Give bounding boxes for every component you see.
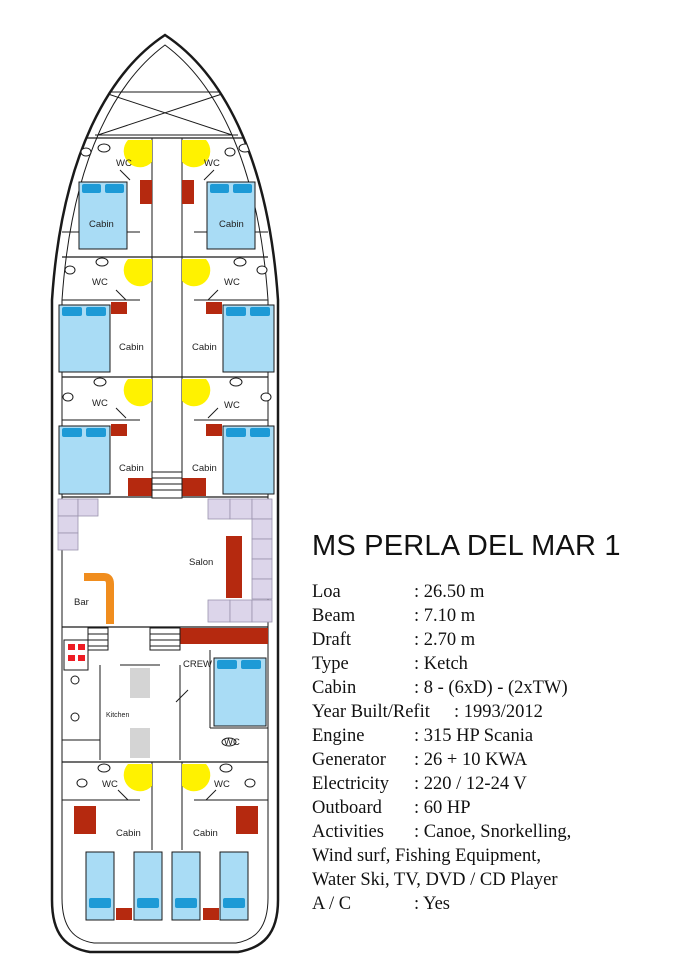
spec-value: : 2.70 m [414,630,476,650]
wc-label: WC [102,779,118,790]
spec-value: : Canoe, Snorkelling, [414,822,572,842]
cabin-label: Cabin [116,828,141,839]
wc-label: WC [224,737,240,748]
spec-key: Activities [312,822,384,842]
single-bed [134,852,162,920]
wc-label: WC [224,400,240,411]
wc-label: WC [92,398,108,409]
deck-plan [0,0,310,960]
spec-key: Year Built/Refit [312,702,430,722]
cabin-label: Cabin [89,219,114,230]
spec-key: Generator [312,750,386,770]
wc-label: WC [116,158,132,169]
cabin-label: Cabin [192,463,217,474]
wc-label: WC [224,277,240,288]
spec-value: : 315 HP Scania [414,726,534,746]
single-bed [172,852,200,920]
salon-label: Salon [189,557,214,568]
kitchen-label: Kitchen [106,712,130,719]
spec-value: : 26 + 10 KWA [414,750,528,770]
spec-key: Outboard [312,798,382,818]
spec-key: Cabin [312,678,357,698]
single-bed [86,852,114,920]
spec-key: Loa [312,582,341,602]
wc-label: WC [204,158,220,169]
spec-key: Type [312,654,349,674]
salon-table [226,536,242,598]
cabin-label: Cabin [119,342,144,353]
spec-value: : 26.50 m [414,582,485,602]
crew-label: CREW [183,659,213,670]
yacht-title: MS PERLA DEL MAR 1 [312,530,621,562]
bar-label: Bar [74,597,89,608]
activities-line: Wind surf, Fishing Equipment, [312,846,541,866]
wc-label: WC [92,277,108,288]
spec-value: : Ketch [414,654,468,674]
spec-key: Engine [312,726,365,746]
spec-value: : 220 / 12-24 V [414,774,527,794]
spec-value: : 8 - (6xD) - (2xTW) [414,678,568,698]
single-bed [220,852,248,920]
spec-key: Beam [312,606,356,626]
cabin-label: Cabin [219,219,244,230]
spec-key: Draft [312,630,352,650]
spec-value: : 60 HP [414,798,471,818]
cabin-label: Cabin [193,828,218,839]
activities-line: Water Ski, TV, DVD / CD Player [312,870,558,890]
spec-value: : 1993/2012 [454,702,543,722]
spec-value: : Yes [414,894,450,914]
spec-key: A / C [312,894,352,914]
cabin-label: Cabin [192,342,217,353]
wc-label: WC [214,779,230,790]
cabin-label: Cabin [119,463,144,474]
spec-value: : 7.10 m [414,606,476,626]
spec-key: Electricity [312,774,390,794]
